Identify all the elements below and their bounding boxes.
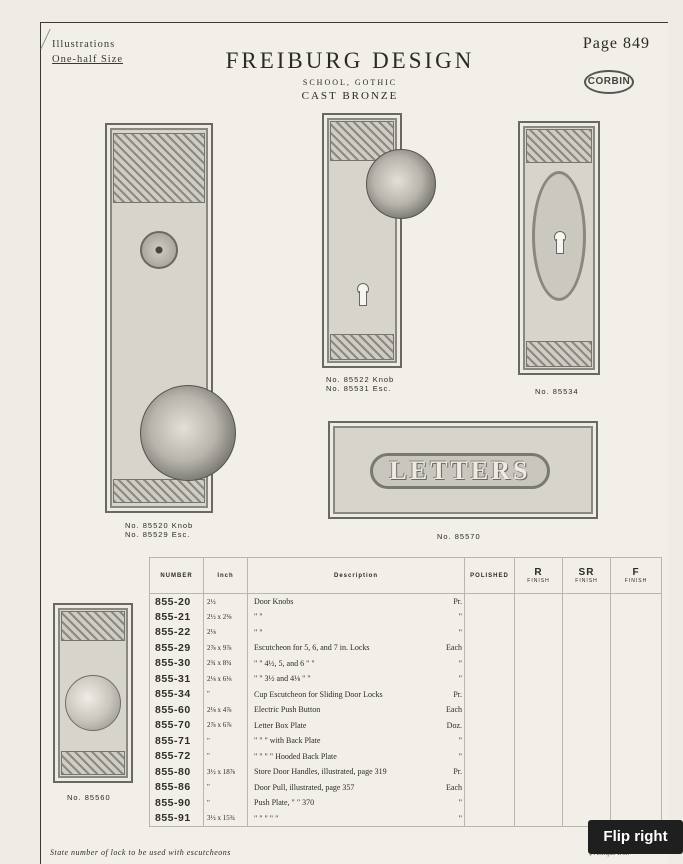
- unit-cell: ": [439, 656, 464, 672]
- unit-cell: ": [439, 733, 464, 749]
- r-finish-cell: [515, 625, 563, 641]
- f-finish-cell: [611, 594, 662, 610]
- polished-cell: [465, 687, 515, 703]
- inch-cell: 3½ x 18⅞: [204, 764, 248, 780]
- caption-85560: No. 85560: [67, 793, 111, 802]
- table-row: [150, 733, 662, 749]
- r-finish-cell: [515, 687, 563, 703]
- r-finish-cell: [515, 749, 563, 765]
- col-r: [515, 558, 563, 594]
- r-finish-cell: [515, 811, 563, 827]
- inch-cell: 2⅛ x 4⅞: [204, 702, 248, 718]
- table-row: [150, 718, 662, 734]
- table-row: [150, 625, 662, 641]
- unit-cell: Pr.: [439, 594, 464, 610]
- material-label: CAST BRONZE: [301, 90, 399, 102]
- polished-cell: [465, 718, 515, 734]
- table-row: [150, 640, 662, 656]
- f-finish-cell: [611, 671, 662, 687]
- polished-cell: [465, 749, 515, 765]
- number-cell: 855-31: [150, 671, 204, 687]
- col-r-label: R: [534, 567, 543, 578]
- polished-cell: [465, 625, 515, 641]
- description-cell: Escutcheon for 5, 6, and 7 in. Locks: [248, 640, 440, 656]
- inch-cell: ": [204, 780, 248, 796]
- sr-finish-cell: [563, 795, 611, 811]
- unit-cell: ": [439, 671, 464, 687]
- sr-finish-cell: [563, 609, 611, 625]
- number-cell: 855-71: [150, 733, 204, 749]
- description-cell: " ": [248, 625, 440, 641]
- sr-finish-cell: [563, 718, 611, 734]
- caption-85529-esc: No. 85529 Esc.: [125, 530, 191, 539]
- number-cell: 855-80: [150, 764, 204, 780]
- page-title: FREIBURG DESIGN: [225, 48, 475, 73]
- col-description: Description: [248, 558, 465, 594]
- door-knob-85560: [65, 675, 121, 731]
- sr-finish-cell: [563, 640, 611, 656]
- inch-cell: 2⅛ x 6⅛: [204, 671, 248, 687]
- polished-cell: [465, 594, 515, 610]
- f-finish-cell: [611, 656, 662, 672]
- table-row: [150, 764, 662, 780]
- bottom-ornament: [330, 334, 394, 360]
- flip-right-button[interactable]: Flip right: [588, 820, 683, 854]
- bottom-ornament: [61, 751, 125, 775]
- table-row: [150, 780, 662, 796]
- number-cell: 855-86: [150, 780, 204, 796]
- r-finish-cell: [515, 671, 563, 687]
- number-cell: 855-91: [150, 811, 204, 827]
- caption-85520-knob: No. 85520 Knob: [125, 521, 194, 530]
- f-finish-cell: [611, 795, 662, 811]
- unit-cell: Pr.: [439, 764, 464, 780]
- description-cell: Store Door Handles, illustrated, page 319: [248, 764, 440, 780]
- sr-finish-cell: [563, 656, 611, 672]
- unit-cell: ": [439, 811, 464, 827]
- table-row: [150, 687, 662, 703]
- page-number: Page 849: [582, 35, 650, 52]
- col-r-sub: FINISH: [527, 578, 550, 584]
- number-cell: 855-90: [150, 795, 204, 811]
- description-cell: Electric Push Button: [248, 702, 440, 718]
- col-inch: Inch: [204, 558, 248, 594]
- polished-cell: [465, 780, 515, 796]
- f-finish-cell: [611, 702, 662, 718]
- inch-cell: 2⅛: [204, 625, 248, 641]
- r-finish-cell: [515, 780, 563, 796]
- number-cell: 855-21: [150, 609, 204, 625]
- price-table: [149, 557, 662, 827]
- description-cell: Door Pull, illustrated, page 357: [248, 780, 440, 796]
- table-row: [150, 609, 662, 625]
- number-cell: 855-22: [150, 625, 204, 641]
- polished-cell: [465, 609, 515, 625]
- polished-cell: [465, 764, 515, 780]
- number-cell: 855-29: [150, 640, 204, 656]
- r-finish-cell: [515, 764, 563, 780]
- description-cell: Cup Escutcheon for Sliding Door Locks: [248, 687, 440, 703]
- table-row: [150, 702, 662, 718]
- sr-finish-cell: [563, 764, 611, 780]
- inch-cell: 2¾ x 8¾: [204, 656, 248, 672]
- col-sr-label: SR: [578, 567, 595, 578]
- illustrations-label: Illustrations: [52, 39, 116, 50]
- caption-85522: [326, 375, 394, 393]
- polished-cell: [465, 640, 515, 656]
- inch-cell: ": [204, 733, 248, 749]
- table-row: [150, 594, 662, 610]
- table-row: [150, 795, 662, 811]
- caption-85534: No. 85534: [535, 387, 579, 396]
- lock-cylinder: [140, 231, 178, 269]
- description-cell: Push Plate, " " 370: [248, 795, 440, 811]
- caption-85570: No. 85570: [437, 532, 481, 541]
- sr-finish-cell: [563, 594, 611, 610]
- inch-cell: 2⅞ x 6⅞: [204, 718, 248, 734]
- bottom-ornament: [113, 479, 205, 503]
- col-sr: [563, 558, 611, 594]
- number-cell: 855-20: [150, 594, 204, 610]
- col-f-sub: FINISH: [624, 578, 648, 584]
- table-body: [150, 594, 662, 827]
- polished-cell: [465, 656, 515, 672]
- r-finish-cell: [515, 656, 563, 672]
- door-knob-85520: [140, 385, 236, 481]
- number-cell: 855-30: [150, 656, 204, 672]
- r-finish-cell: [515, 594, 563, 610]
- sr-finish-cell: [563, 780, 611, 796]
- unit-cell: ": [439, 625, 464, 641]
- table-row: [150, 749, 662, 765]
- unit-cell: Pr.: [439, 687, 464, 703]
- inch-cell: ": [204, 749, 248, 765]
- inch-cell: ": [204, 687, 248, 703]
- f-finish-cell: [611, 718, 662, 734]
- door-knob-85522: [366, 149, 436, 219]
- f-finish-cell: [611, 749, 662, 765]
- f-finish-cell: [611, 733, 662, 749]
- keyhole-icon: [357, 283, 367, 305]
- sr-finish-cell: [563, 687, 611, 703]
- description-cell: " ": [248, 609, 440, 625]
- description-cell: Door Knobs: [248, 594, 440, 610]
- description-cell: " " " " ": [248, 811, 440, 827]
- r-finish-cell: [515, 795, 563, 811]
- bottom-ornament: [526, 341, 592, 367]
- f-finish-cell: [611, 687, 662, 703]
- r-finish-cell: [515, 609, 563, 625]
- inch-cell: 2⅞ x 9⅞: [204, 640, 248, 656]
- unit-cell: Each: [439, 702, 464, 718]
- f-finish-cell: [611, 764, 662, 780]
- col-number: NUMBER: [150, 558, 204, 594]
- unit-cell: ": [439, 749, 464, 765]
- number-cell: 855-34: [150, 687, 204, 703]
- top-ornament: [61, 611, 125, 641]
- unit-cell: ": [439, 795, 464, 811]
- sr-finish-cell: [563, 625, 611, 641]
- letter-box-plate: [328, 421, 598, 519]
- unit-cell: Doz.: [439, 718, 464, 734]
- sr-finish-cell: [563, 749, 611, 765]
- f-finish-cell: [611, 609, 662, 625]
- description-cell: " " " " Hooded Back Plate: [248, 749, 440, 765]
- top-ornament: [526, 129, 592, 163]
- sr-finish-cell: [563, 733, 611, 749]
- number-cell: 855-60: [150, 702, 204, 718]
- r-finish-cell: [515, 702, 563, 718]
- polished-cell: [465, 795, 515, 811]
- col-f: [611, 558, 662, 594]
- description-cell: " " " with Back Plate: [248, 733, 440, 749]
- catalog-page: [40, 22, 668, 864]
- inch-cell: ": [204, 795, 248, 811]
- description-cell: Letter Box Plate: [248, 718, 440, 734]
- r-finish-cell: [515, 733, 563, 749]
- polished-cell: [465, 671, 515, 687]
- description-cell: " " 3½ and 4⅛ " ": [248, 671, 440, 687]
- number-cell: 855-70: [150, 718, 204, 734]
- keyhole-icon: [554, 231, 564, 253]
- f-finish-cell: [611, 625, 662, 641]
- r-finish-cell: [515, 640, 563, 656]
- description-cell: " " 4½, 5, and 6 " ": [248, 656, 440, 672]
- subtitle: SCHOOL, GOTHIC: [302, 78, 398, 87]
- caption-85522-knob: No. 85522 Knob: [326, 375, 395, 384]
- right-escutcheon-plate: [518, 121, 600, 375]
- col-polished: POLISHED: [465, 558, 515, 594]
- corbin-logo: CORBIN: [584, 70, 634, 94]
- inch-cell: 3½ x 15¾: [204, 811, 248, 827]
- number-cell: 855-72: [150, 749, 204, 765]
- f-finish-cell: [611, 640, 662, 656]
- table-row: [150, 671, 662, 687]
- col-f-label: F: [632, 567, 640, 578]
- unit-cell: Each: [439, 640, 464, 656]
- table-row: [150, 811, 662, 827]
- footer-note: State number of lock to be used with escutcheons: [50, 848, 231, 857]
- inch-cell: 2½ x 2⅜: [204, 609, 248, 625]
- unit-cell: Each: [439, 780, 464, 796]
- r-finish-cell: [515, 718, 563, 734]
- col-sr-sub: FINISH: [575, 578, 598, 584]
- polished-cell: [465, 702, 515, 718]
- top-ornament: [113, 133, 205, 203]
- caption-85531-esc: No. 85531 Esc.: [326, 384, 392, 393]
- unit-cell: ": [439, 609, 464, 625]
- f-finish-cell: [611, 780, 662, 796]
- sr-finish-cell: [563, 702, 611, 718]
- size-label: One-half Size: [52, 54, 124, 65]
- sr-finish-cell: [563, 671, 611, 687]
- table-row: [150, 656, 662, 672]
- caption-85520: [125, 521, 193, 539]
- inch-cell: 2½: [204, 594, 248, 610]
- polished-cell: [465, 733, 515, 749]
- polished-cell: [465, 811, 515, 827]
- letters-slot: LETTERS: [370, 453, 550, 489]
